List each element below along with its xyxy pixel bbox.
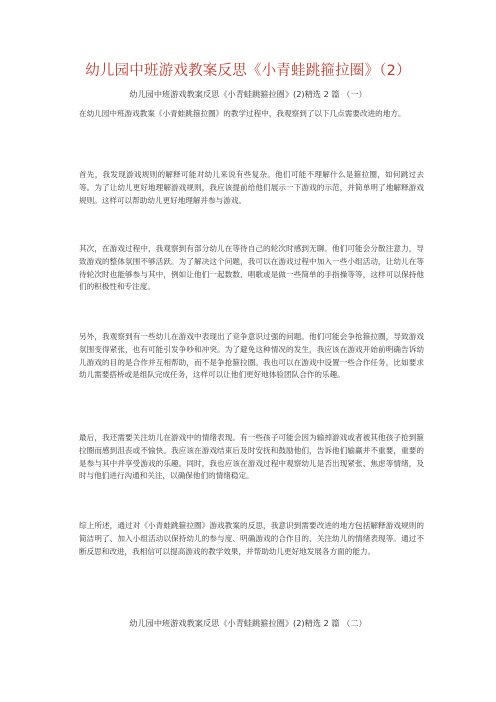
paragraph-first: 首先，我发现游戏规则的解释可能对幼儿来说有些复杂。他们可能不理解什么是箍拉圈，如何跳过去等。为了让幼儿更好地理解游戏规则，我应该提前给他们展示一下游戏的示范，并简单明了地解释游戏规则。这样可以帮助幼儿更好地理解并参与游戏。 (79, 170, 424, 205)
paragraph-third: 另外，我观察到有一些幼儿在游戏中表现出了竞争意识过强的问题。他们可能会争抢箍拉圈，导致游戏氛围变得紧张，也有可能引发争吵和冲突。为了避免这种情况的发生，我应该在游戏开始前明确告诉幼儿游戏的目的是合作并互相帮助，而不是争抢箍拉圈。我也可以在游戏中设置一些合作任务，比如要求幼儿需要搭桥或是组队完成任务，这样可以让他们更好地体验团队合作的乐趣。 (79, 332, 424, 380)
paragraph-fourth: 最后，我还需要关注幼儿在游戏中的情绪表现。有一些孩子可能会因为输掉游戏或者被其他孩子抢到箍拉圈而感到沮丧或不愉快。我应该在游戏结束后及时安抚和鼓励他们，告诉他们输赢并不重要，重要的是参与其中并享受游戏的乐趣。同时，我也应该在游戏过程中观察幼儿是否出现紧张、焦虑等情绪，及时与他们进行沟通和关注，以确保他们的情绪稳定。 (79, 433, 424, 481)
document-title: 幼儿园中班游戏教案反思《小青蛙跳箍拉圈》（2） (85, 63, 411, 79)
paragraph-intro: 在幼儿园中班游戏教案《小青蛙跳箍拉圈》的教学过程中，我观察到了以下几点需要改进的地方。 (79, 109, 406, 118)
section-heading-two: 幼儿园中班游戏教案反思《小青蛙跳箍拉圈》(2)精选 2 篇 （二） (129, 618, 367, 628)
paragraph-second: 其次，在游戏过程中，我观察到有部分幼儿在等待自己的轮次时感到无聊。他们可能会分散注意力，导致游戏的整体氛围不够活跃。为了解决这个问题，我可以在游戏过程中加入一些小组活动，让幼儿在等待轮次时也能够参与其中，例如让他们一起数数、唱歌或是做一些简单的手指操等等，这样可以保持他们的积极性和专注度。 (79, 244, 424, 292)
section-heading-one: 幼儿园中班游戏教案反思《小青蛙跳箍拉圈》(2)精选 2 篇 （一） (129, 89, 367, 99)
paragraph-summary: 综上所述，通过对《小青蛙跳箍拉圈》游戏教案的反思，我意识到需要改进的地方包括解释游戏规则的简洁明了、加入小组活动以保持幼儿的参与度、明确游戏的合作目的、关注幼儿的情绪表现等。通过不断反思和改进，我相信可以提高游戏的教学效果，并帮助幼儿更好地发展各方面的能力。 (79, 521, 424, 556)
